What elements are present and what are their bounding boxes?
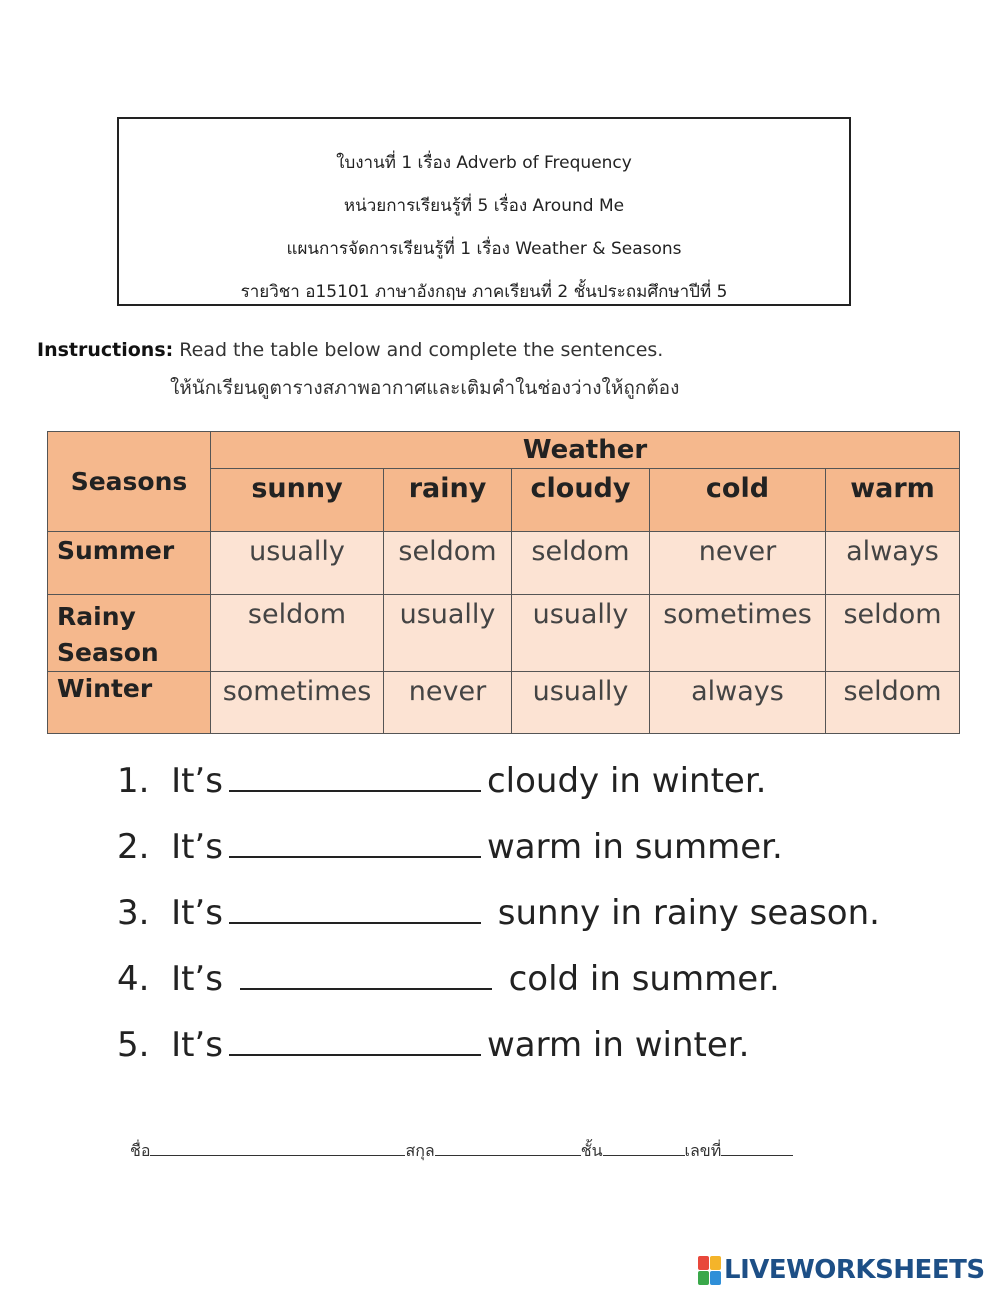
question-suffix: sunny in rainy season. [486,893,880,933]
question-3 [117,888,880,954]
cell-rainy-sunny: seldom [211,595,384,672]
cell-summer-cloudy: seldom [512,532,650,595]
question-list [117,756,880,1086]
number-label: เลขที่ [684,1141,722,1160]
surname-label: สกุล [405,1141,435,1160]
surname-field[interactable] [435,1141,581,1156]
student-info-line [130,1139,793,1164]
liveworksheets-logo [698,1256,985,1284]
weather-header: Weather [211,432,960,469]
question-prefix: It’s [171,893,223,933]
logo-block-yellow [710,1256,721,1270]
question-prefix: It’s [171,959,234,999]
cell-winter-cloudy: usually [512,672,650,734]
question-prefix: It’s [171,827,223,867]
col-cloudy: cloudy [512,469,650,532]
instructions-label: Instructions: [37,339,174,361]
question-prefix: It’s [171,761,223,801]
answer-blank-2[interactable] [229,822,481,858]
name-field[interactable] [150,1141,405,1156]
question-number: 4. [117,959,150,999]
worksheet-title: ใบงานที่ 1 เรื่อง Adverb of Frequency [336,153,632,173]
seasons-header: Seasons [48,432,211,532]
name-label: ชื่อ [130,1141,151,1160]
question-suffix: warm in winter. [486,1025,750,1065]
question-prefix: It’s [171,1025,223,1065]
answer-blank-5[interactable] [229,1020,481,1056]
table-row [48,532,960,595]
question-4 [117,954,880,1020]
question-suffix: cold in summer. [497,959,780,999]
question-1 [117,756,880,822]
question-suffix: cloudy in winter. [486,761,767,801]
logo-block-green [698,1271,709,1285]
cell-summer-cold: never [650,532,826,595]
answer-blank-4[interactable] [240,954,492,990]
cell-summer-sunny: usually [211,532,384,595]
cell-rainy-warm: seldom [826,595,960,672]
unit-line: หน่วยการเรียนรู้ที่ 5 เรื่อง Around Me [343,196,625,216]
season-summer: Summer [48,532,211,595]
cell-winter-rainy: never [384,672,512,734]
answer-blank-1[interactable] [229,756,481,792]
question-number: 1. [117,761,150,801]
col-sunny: sunny [211,469,384,532]
logo-text: LIVEWORKSHEETS [724,1255,985,1285]
class-label: ชั้น [580,1141,603,1160]
cell-rainy-rainy: usually [384,595,512,672]
cell-winter-warm: seldom [826,672,960,734]
season-rainy: Rainy Season [48,595,211,672]
cell-summer-warm: always [826,532,960,595]
cell-summer-rainy: seldom [384,532,512,595]
cell-rainy-cold: sometimes [650,595,826,672]
table-row [48,672,960,734]
logo-block-blue [710,1271,721,1285]
answer-blank-3[interactable] [229,888,481,924]
subject-line: รายวิชา อ15101 ภาษาอังกฤษ ภาคเรียนที่ 2 ชั้นประถมศึกษาปีที่ 5 [240,282,728,302]
question-2 [117,822,880,888]
col-warm: warm [826,469,960,532]
question-suffix: warm in summer. [486,827,783,867]
col-cold: cold [650,469,826,532]
class-field[interactable] [603,1141,685,1156]
instructions-thai: ให้นักเรียนดูตารางสภาพอากาศและเติมคำในช่องว่างให้ถูกต้อง [170,377,680,399]
cell-rainy-cloudy: usually [512,595,650,672]
cell-winter-sunny: sometimes [211,672,384,734]
instructions-text: Read the table below and complete the sentences. [173,339,664,361]
question-number: 2. [117,827,150,867]
weather-table [47,431,960,734]
header-box [117,117,851,306]
plan-line: แผนการจัดการเรียนรู้ที่ 1 เรื่อง Weather & Seasons [286,239,682,259]
season-winter: Winter [48,672,211,734]
table-row [48,595,960,672]
logo-block-red [698,1256,709,1270]
logo-blocks-icon [698,1256,721,1285]
question-5 [117,1020,880,1086]
cell-winter-cold: always [650,672,826,734]
question-number: 5. [117,1025,150,1065]
instructions [37,339,663,361]
col-rainy: rainy [384,469,512,532]
number-field[interactable] [721,1141,793,1156]
question-number: 3. [117,893,150,933]
